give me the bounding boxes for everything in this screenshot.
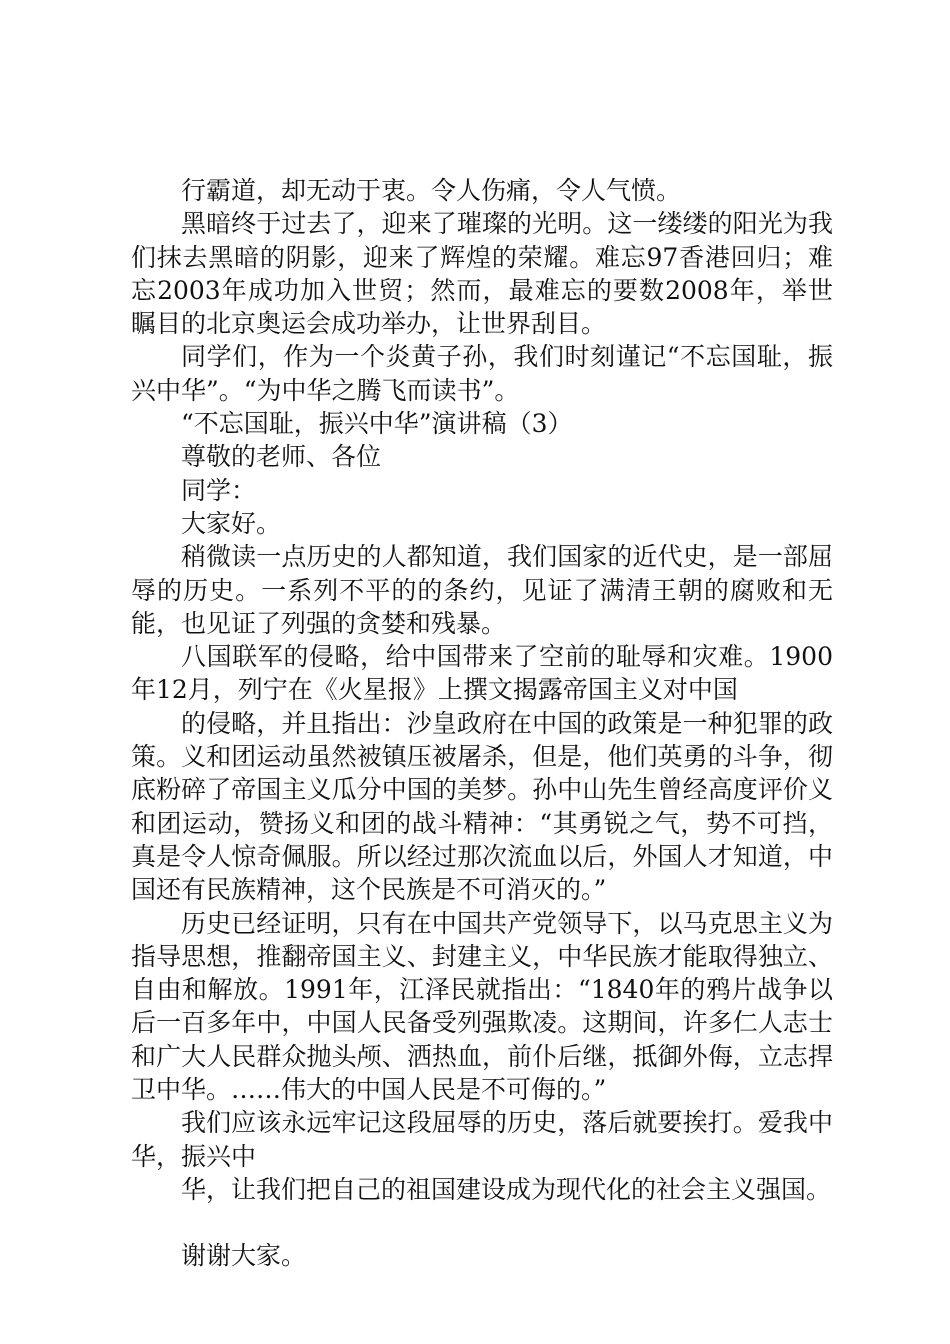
blank-line [131,1206,833,1239]
closing-thanks: 谢谢大家。 [181,1241,307,1271]
speech-title: “不忘国耻，振兴中华”演讲稿（3） [181,409,573,439]
paragraph-continuation: 行霸道，却无动于衷。令人伤痛，令人气愤。 [181,176,682,205]
paragraph-history-proves: 历史已经证明，只有在中国共产党领导下，以马克思主义为指导思想，推翻帝国主义、封建主义，中华民族才能取得独立、自由和解放。1991年，江泽民就指出：“1840年的鸦片战争以后一百多年中，中国人民备受列强欺凌。这期间，许多仁人志士和广大人民群众抛头颅、洒热血，前仆后继，抵御外侮，立志捍卫中华。……伟大的中国人民是不可侮的。” [131,908,833,1105]
salutation-line-1: 尊敬的老师、各位 [181,442,382,472]
salutation-line-2: 同学： [181,475,257,505]
greeting: 大家好。 [181,508,282,538]
paragraph-eight-nation-alliance: 八国联军的侵略，给中国带来了空前的耻辱和灾难。1900年12月，列宁在《火星报》上撰文揭露帝国主义对中国 [131,642,833,705]
paragraph-achievements: 黑暗终于过去了，迎来了璀璨的光明。这一缕缕的阳光为我们抹去黑暗的阴影，迎来了辉煌的荣耀。难忘97香港回归；难忘2003年成功加入世贸；然而，最难忘的要数2008年，举世瞩目的北京奥运会成功举办，让世界刮目。 [131,209,833,339]
paragraph-build-nation: 华，让我们把自己的祖国建设成为现代化的社会主义强国。 [181,1174,832,1204]
paragraph-remember: 我们应该永远牢记这段屈辱的历史，落后就要挨打。爱我中华，振兴中 [131,1108,833,1171]
paragraph-call-to-students: 同学们，作为一个炎黄子孙，我们时刻谨记“不忘国耻，振兴中华”。“为中华之腾飞而读书”。 [131,342,833,405]
paragraph-boxer-movement: 的侵略，并且指出：沙皇政府在中国的政策是一种犯罪的政策。义和团运动虽然被镇压被屠杀，但是，他们英勇的斗争，彻底粉碎了帝国主义瓜分中国的美梦。孙中山先生曾经高度评价义和团运动，赞扬义和团的战斗精神：“其勇锐之气，势不可挡，真是令人惊奇佩服。所以经过那次流血以后，外国人才知道，中国还有民族精神，这个民族是不可消灭的。” [131,708,833,905]
document-body [131,174,833,1273]
paragraph-modern-history: 稍微读一点历史的人都知道，我们国家的近代史，是一部屈辱的历史。一系列不平的的条约，见证了满清王朝的腐败和无能，也见证了列强的贪婪和残暴。 [131,542,833,638]
